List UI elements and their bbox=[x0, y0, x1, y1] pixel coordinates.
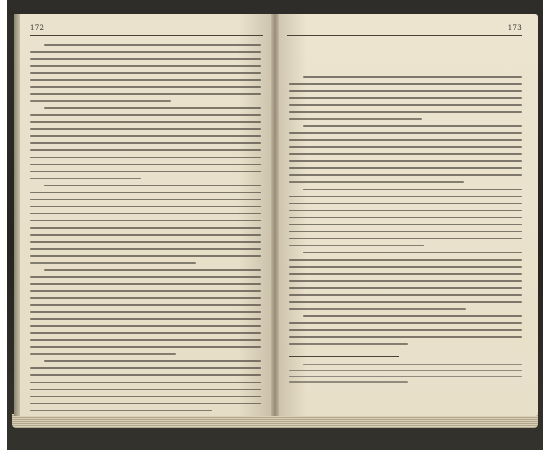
text-line bbox=[30, 206, 261, 208]
text-line bbox=[30, 410, 212, 412]
right-running-head bbox=[287, 24, 522, 32]
text-line bbox=[289, 245, 424, 247]
text-line bbox=[30, 157, 261, 159]
text-line bbox=[289, 118, 422, 120]
page-gutter bbox=[271, 14, 279, 416]
text-line bbox=[289, 111, 522, 113]
text-line bbox=[289, 308, 466, 310]
text-line bbox=[30, 135, 261, 137]
text-line bbox=[30, 65, 261, 67]
text-line bbox=[44, 185, 261, 187]
right-body-text bbox=[289, 76, 522, 350]
right-page-number: 173 bbox=[507, 24, 522, 32]
text-line bbox=[30, 311, 261, 313]
text-line bbox=[289, 231, 522, 233]
text-line bbox=[30, 58, 261, 60]
text-line bbox=[289, 167, 522, 169]
text-line bbox=[30, 241, 261, 243]
text-line bbox=[30, 332, 261, 334]
right-footnote bbox=[289, 364, 522, 387]
text-line bbox=[30, 396, 261, 398]
text-line bbox=[44, 360, 261, 362]
text-line bbox=[303, 252, 522, 254]
text-line bbox=[289, 322, 522, 324]
text-line bbox=[30, 213, 261, 215]
text-line bbox=[30, 72, 261, 74]
text-line bbox=[289, 280, 522, 282]
page-edges bbox=[12, 414, 538, 428]
text-line bbox=[30, 178, 141, 180]
left-head-rule bbox=[30, 35, 263, 36]
text-line bbox=[289, 97, 522, 99]
text-line bbox=[289, 83, 522, 85]
text-line bbox=[289, 259, 522, 261]
text-line bbox=[30, 374, 261, 376]
text-line bbox=[303, 76, 522, 78]
text-line bbox=[30, 403, 261, 405]
text-line bbox=[289, 139, 522, 141]
text-line bbox=[30, 248, 261, 250]
text-line bbox=[289, 370, 522, 371]
text-line bbox=[30, 339, 261, 341]
text-line bbox=[289, 153, 522, 155]
text-line bbox=[44, 269, 261, 271]
footnote-rule bbox=[289, 356, 399, 357]
text-line bbox=[30, 283, 261, 285]
text-line bbox=[30, 227, 261, 229]
text-line bbox=[30, 255, 261, 257]
text-line bbox=[30, 276, 261, 278]
text-line bbox=[30, 290, 261, 292]
text-line bbox=[30, 318, 261, 320]
left-running-head bbox=[30, 24, 263, 32]
text-line bbox=[289, 381, 408, 382]
text-line bbox=[289, 343, 408, 345]
text-line bbox=[289, 196, 522, 198]
text-line bbox=[30, 367, 261, 369]
text-line bbox=[30, 51, 261, 53]
text-line bbox=[30, 100, 171, 102]
text-line bbox=[289, 376, 522, 377]
text-line bbox=[30, 164, 261, 166]
text-line bbox=[30, 234, 261, 236]
text-line bbox=[30, 346, 261, 348]
text-line bbox=[30, 93, 261, 95]
text-line bbox=[289, 181, 464, 183]
text-line bbox=[30, 171, 261, 173]
text-line bbox=[30, 199, 261, 201]
text-line bbox=[303, 189, 522, 191]
text-line bbox=[289, 266, 522, 268]
text-line bbox=[289, 217, 522, 219]
text-line bbox=[289, 238, 522, 240]
text-line bbox=[30, 86, 261, 88]
text-line bbox=[30, 121, 261, 123]
left-page-number: 172 bbox=[30, 24, 45, 32]
text-line bbox=[289, 132, 522, 134]
left-page bbox=[14, 14, 275, 416]
text-line bbox=[30, 382, 261, 384]
text-line bbox=[44, 44, 261, 46]
text-line bbox=[289, 104, 522, 106]
text-line bbox=[289, 160, 522, 162]
text-line bbox=[30, 220, 261, 222]
text-line bbox=[30, 149, 261, 151]
text-line bbox=[289, 294, 522, 296]
text-line bbox=[30, 128, 261, 130]
text-line bbox=[289, 273, 522, 275]
text-line bbox=[289, 301, 522, 303]
text-line bbox=[30, 297, 261, 299]
right-head-rule bbox=[287, 35, 522, 36]
text-line bbox=[30, 192, 261, 194]
text-line bbox=[30, 142, 261, 144]
text-line bbox=[30, 389, 261, 391]
text-line bbox=[44, 107, 261, 109]
text-line bbox=[30, 353, 176, 355]
text-line bbox=[289, 210, 522, 212]
left-body-text bbox=[30, 44, 261, 416]
text-line bbox=[30, 262, 196, 264]
inside-cover-strip bbox=[14, 14, 20, 416]
text-line bbox=[303, 315, 522, 317]
text-line bbox=[30, 79, 261, 81]
text-line bbox=[289, 329, 522, 331]
text-line bbox=[289, 336, 522, 338]
right-page bbox=[275, 14, 538, 416]
text-line bbox=[289, 287, 522, 289]
text-line bbox=[289, 174, 522, 176]
text-line bbox=[289, 90, 522, 92]
text-line bbox=[30, 325, 261, 327]
text-line bbox=[289, 146, 522, 148]
text-line bbox=[289, 224, 522, 226]
text-line bbox=[289, 203, 522, 205]
text-line bbox=[303, 364, 522, 365]
text-line bbox=[303, 125, 522, 127]
text-line bbox=[30, 304, 261, 306]
text-line bbox=[30, 114, 261, 116]
